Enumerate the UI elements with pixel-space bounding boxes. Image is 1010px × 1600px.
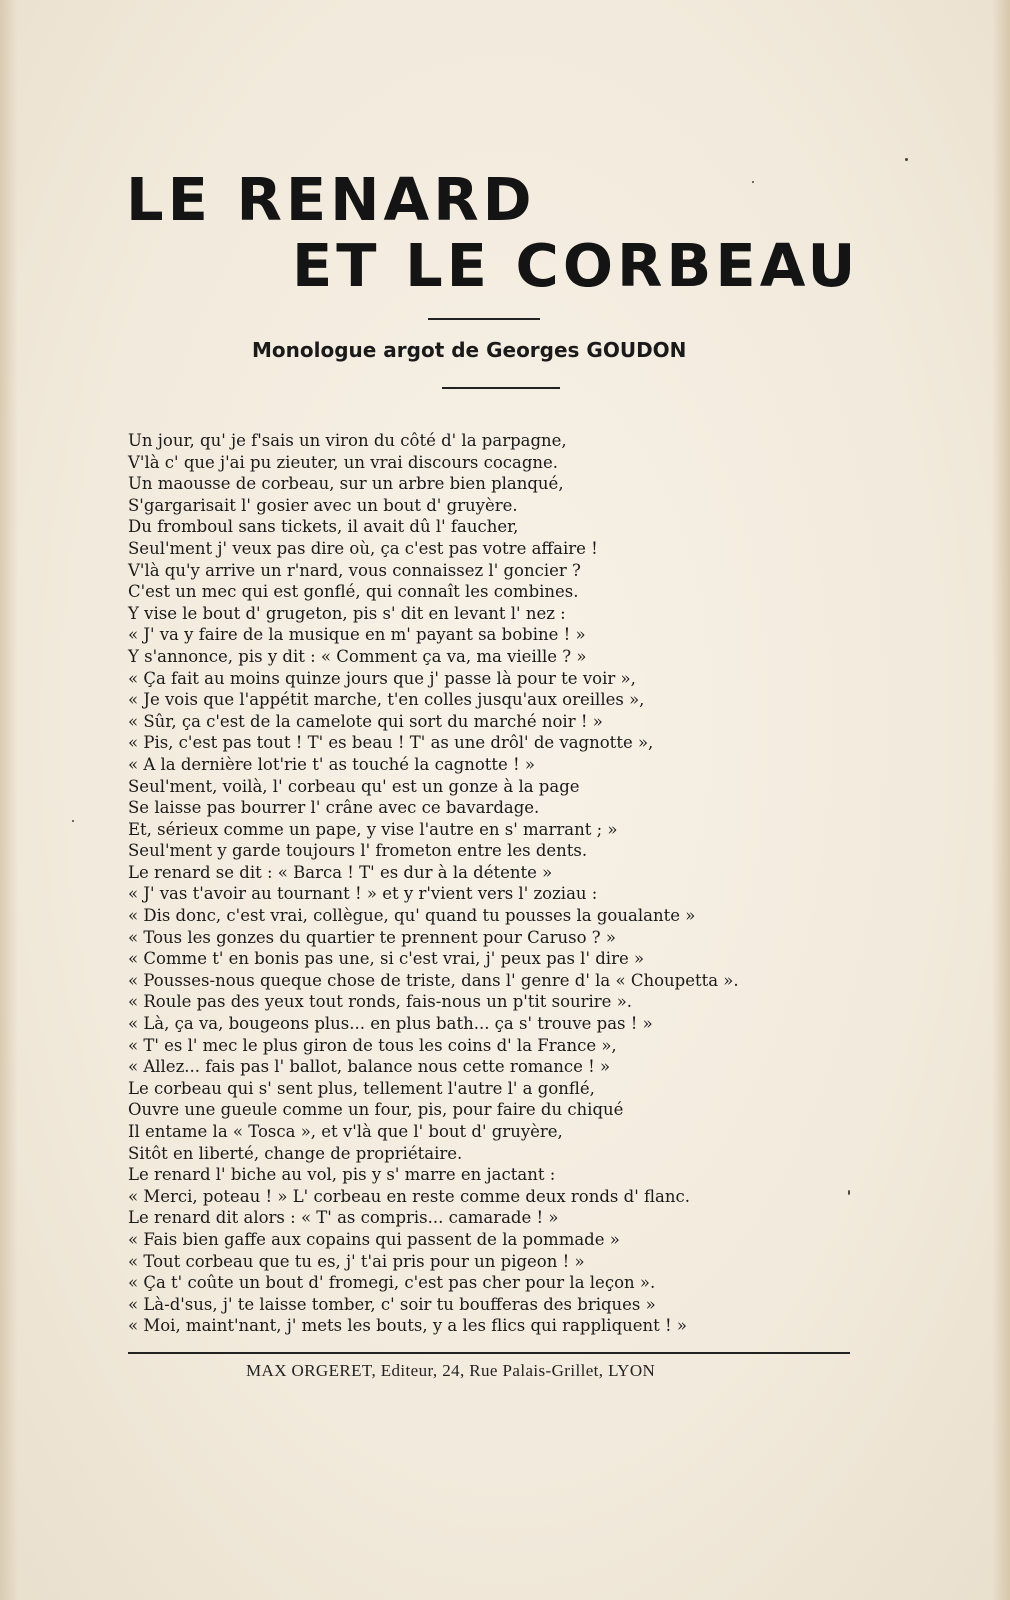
paper-speck (848, 1190, 850, 1195)
divider-bottom (128, 1352, 850, 1354)
paper-speck (905, 158, 908, 161)
poem-line: « Sûr, ça c'est de la camelote qui sort du marché noir ! » (128, 711, 603, 731)
poem-line: « Pis, c'est pas tout ! T' es beau ! T' as une drôl' de vagnotte », (128, 733, 654, 753)
title-line-1: LE RENARD (126, 165, 536, 234)
poem-line: « Tous les gonzes du quartier te prennent pour Caruso ? » (128, 927, 616, 947)
poem-line: « Fais bien gaffe aux copains qui passent de la pommade » (128, 1229, 620, 1249)
poem-line: Sitôt en liberté, change de propriétaire. (128, 1143, 463, 1163)
paper-speck (72, 820, 74, 822)
poem-line: « A la dernière lot'rie t' as touché la cagnotte ! » (128, 754, 536, 774)
poem-line: Seul'ment y garde toujours l' frometon entre les dents. (128, 841, 588, 861)
poem-line: « Tout corbeau que tu es, j' t'ai pris pour un pigeon ! » (128, 1251, 585, 1271)
poem-line: « Là, ça va, bougeons plus... en plus bath... ça s' trouve pas ! » (128, 1014, 653, 1034)
poem-line: Le corbeau qui s' sent plus, tellement l'autre l' a gonflé, (128, 1078, 595, 1098)
poem-line: « T' es l' mec le plus giron de tous les coins d' la France », (128, 1035, 617, 1055)
poem-line: « Roule pas des yeux tout ronds, fais-nous un p'tit sourire ». (128, 992, 633, 1012)
publisher-footer: MAX ORGERET, Editeur, 24, Rue Palais-Grillet, LYON (246, 1361, 656, 1380)
poem-line: S'gargarisait l' gosier avec un bout d' gruyère. (128, 495, 518, 515)
poem-line: Du fromboul sans tickets, il avait dû l' faucher, (128, 517, 519, 537)
paper-edge-left (0, 0, 18, 1600)
poem-line: « Là-d'sus, j' te laisse tomber, c' soir tu boufferas des briques » (128, 1294, 656, 1314)
poem-line: « Pousses-nous queque chose de triste, dans l' genre d' la « Choupetta ». (128, 970, 739, 990)
subtitle: Monologue argot de Georges GOUDON (252, 338, 687, 362)
poem-line: « J' va y faire de la musique en m' payant sa bobine ! » (128, 625, 586, 645)
poem-line: « J' vas t'avoir au tournant ! » et y r'vient vers l' zoziau : (128, 884, 598, 904)
poem-text (128, 430, 858, 1337)
divider-middle (442, 387, 560, 389)
poem-line: Seul'ment, voilà, l' corbeau qu' est un gonze à la page (128, 776, 580, 796)
poem-line: Ouvre une gueule comme un four, pis, pour faire du chiqué (128, 1100, 624, 1120)
poem-line: Seul'ment j' veux pas dire où, ça c'est pas votre affaire ! (128, 538, 598, 558)
paper-edge-right (992, 0, 1010, 1600)
poem-line: Y vise le bout d' grugeton, pis s' dit en levant l' nez : (128, 603, 566, 623)
poem-line: Le renard l' biche au vol, pis y s' marre en jactant : (128, 1165, 556, 1185)
poem-line: « Ça t' coûte un bout d' fromegi, c'est pas cher pour la leçon ». (128, 1273, 656, 1293)
poem-line: « Allez... fais pas l' ballot, balance nous cette romance ! » (128, 1057, 611, 1077)
poem-line: C'est un mec qui est gonflé, qui connaît les combines. (128, 582, 579, 602)
poem-line: « Dis donc, c'est vrai, collègue, qu' quand tu pousses la goualante » (128, 906, 696, 926)
poem-line: « Comme t' en bonis pas une, si c'est vrai, j' peux pas l' dire » (128, 949, 645, 969)
poem-line: Et, sérieux comme un pape, y vise l'autre en s' marrant ; » (128, 819, 618, 839)
poem-line: V'là c' que j'ai pu zieuter, un vrai discours cocagne. (128, 452, 559, 472)
poem-line: Se laisse pas bourrer l' crâne avec ce bavardage. (128, 798, 540, 818)
poem-line: Le renard dit alors : « T' as compris... camarade ! » (128, 1208, 559, 1228)
poem-line: Il entame la « Tosca », et v'là que l' bout d' gruyère, (128, 1122, 563, 1141)
poem-line: « Merci, poteau ! » L' corbeau en reste comme deux ronds d' flanc. (128, 1186, 690, 1206)
poem-line: « Ça fait au moins quinze jours que j' passe là pour te voir », (128, 668, 636, 688)
divider-top (428, 318, 540, 320)
paper-speck (752, 181, 754, 183)
poem-line: Un jour, qu' je f'sais un viron du côté d' la parpagne, (128, 431, 567, 450)
poem-line: « Je vois que l'appétit marche, t'en colles jusqu'aux oreilles », (128, 690, 645, 710)
title-line-2: ET LE CORBEAU (292, 231, 860, 300)
poem-line: Le renard se dit : « Barca ! T' es dur à la détente » (128, 862, 553, 882)
poem-line: Un maousse de corbeau, sur un arbre bien planqué, (128, 474, 564, 494)
poem-line: « Moi, maint'nant, j' mets les bouts, y a les flics qui rappliquent ! » (128, 1316, 687, 1336)
poem-line: Y s'annonce, pis y dit : « Comment ça va, ma vieille ? » (128, 646, 587, 666)
poem-line: V'là qu'y arrive un r'nard, vous connaissez l' goncier ? (128, 560, 581, 580)
